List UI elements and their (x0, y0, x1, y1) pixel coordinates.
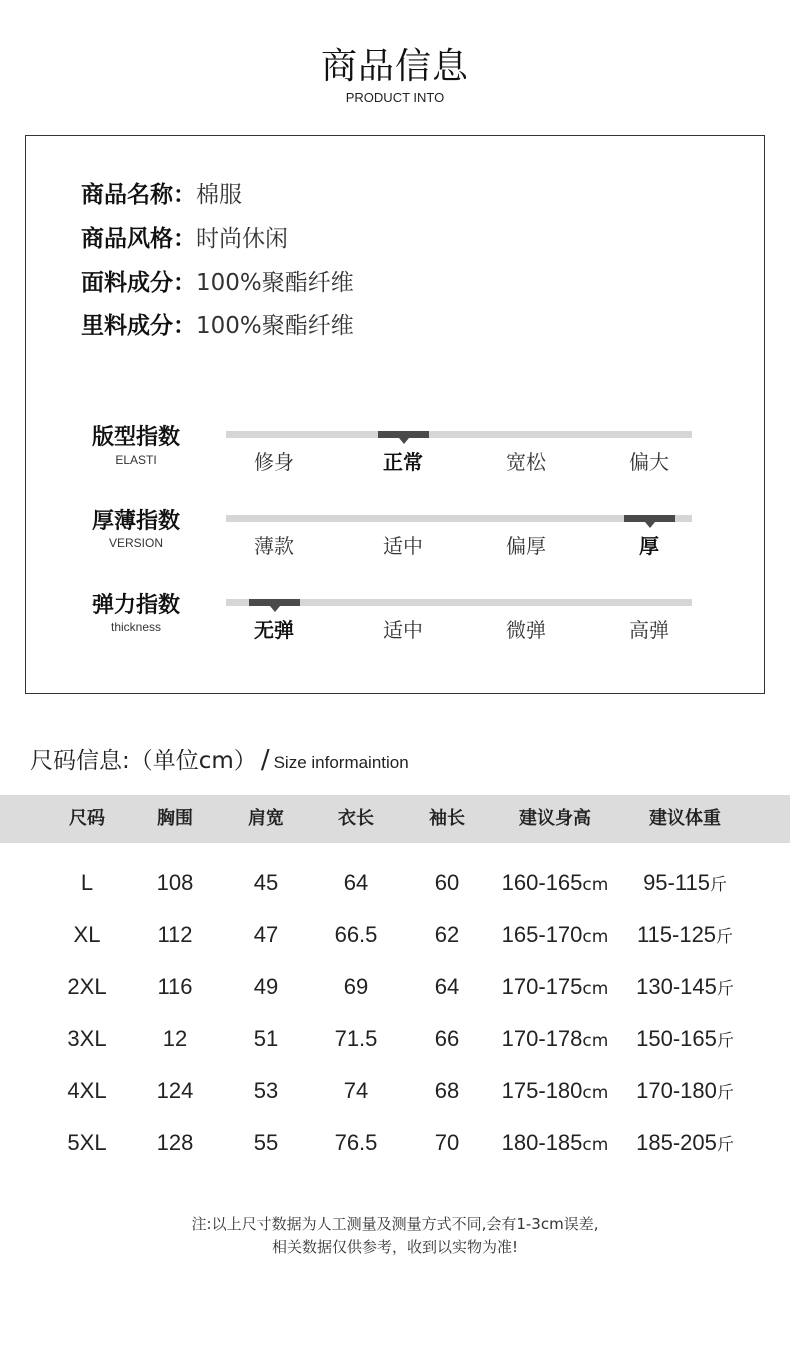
cell-unit: 斤 (716, 1135, 734, 1155)
cell-value: L (80, 870, 94, 895)
size-heading-slash: / (260, 745, 270, 775)
info-label: 面料成分： (81, 270, 196, 296)
cell-value: 49 (253, 974, 279, 999)
cell-value: 124 (156, 1078, 194, 1103)
cell-value: 66.5 (334, 922, 378, 947)
cell-value: 51 (253, 1026, 279, 1051)
info-value: 100%聚酯纤维 (196, 313, 354, 339)
product-info-panel (25, 135, 765, 694)
cell-value: 47 (253, 922, 279, 947)
info-value: 100%聚酯纤维 (196, 270, 354, 296)
cell-value: 112 (157, 922, 193, 947)
cell-unit: cm (582, 927, 609, 947)
note-line-1: 注:以上尺寸数据为人工测量及测量方式不同,会有1-3cm误差, (191, 1215, 599, 1233)
cell-value: 2XL (67, 974, 107, 999)
cell-value: 130-145 (636, 974, 717, 999)
cell-value: 66 (434, 1026, 460, 1051)
cell-value: 170-180 (636, 1078, 717, 1103)
index-option: 修身 (254, 450, 294, 474)
thickness-index-title: 厚薄指数 (91, 509, 180, 534)
info-row-name (81, 176, 242, 209)
cell-value: 76.5 (334, 1130, 378, 1155)
fit-index-track (226, 431, 692, 438)
index-option: 薄款 (254, 534, 294, 558)
page-title: 商品信息 (320, 46, 469, 87)
cell-unit: cm (582, 979, 609, 999)
cell-value: 64 (343, 870, 369, 895)
column-header: 建议体重 (649, 808, 721, 829)
size-table-header (0, 795, 790, 843)
cell-unit: cm (582, 1031, 609, 1051)
cell-value: 95-115 (643, 870, 710, 895)
cell-unit: 斤 (716, 1031, 734, 1051)
cell-value: 55 (253, 1130, 279, 1155)
cell-value: 4XL (67, 1078, 107, 1103)
info-label: 商品风格： (81, 226, 196, 252)
cell-value: 5XL (67, 1130, 107, 1155)
cell-value: 12 (162, 1026, 188, 1051)
index-option: 宽松 (506, 450, 546, 474)
column-header: 胸围 (157, 808, 193, 829)
cell-value: 71.5 (334, 1026, 378, 1051)
column-header: 衣长 (338, 808, 374, 829)
info-row-lining (81, 307, 354, 340)
elasticity-index-title: 弹力指数 (91, 593, 180, 618)
index-option: 无弹 (254, 618, 294, 642)
cell-unit: 斤 (716, 927, 734, 947)
table-cell-weight (610, 1026, 760, 1052)
cell-value: 74 (343, 1078, 369, 1103)
table-cell-weight (610, 1130, 760, 1156)
index-option: 偏厚 (506, 534, 546, 558)
cell-value: XL (73, 922, 101, 947)
cell-value: 185-205 (636, 1130, 717, 1155)
index-option: 适中 (383, 534, 423, 558)
table-cell-height (480, 870, 630, 896)
cell-value: 180-185 (501, 1130, 583, 1155)
info-label: 商品名称： (81, 182, 196, 208)
table-cell-height (480, 922, 630, 948)
cell-unit: cm (582, 1135, 609, 1155)
index-option: 偏大 (629, 450, 669, 474)
column-header: 建议身高 (519, 808, 591, 829)
cell-value: 62 (434, 922, 460, 947)
elasticity-index-marker (249, 599, 300, 606)
thickness-index-marker (624, 515, 675, 522)
table-cell-height (480, 974, 630, 1000)
cell-unit: cm (582, 875, 609, 895)
cell-value: 45 (253, 870, 279, 895)
cell-value: 116 (157, 974, 193, 999)
elasticity-index-track (226, 599, 692, 606)
fit-index-title: 版型指数 (91, 425, 180, 450)
size-info-heading (30, 742, 409, 775)
column-header: 袖长 (429, 808, 465, 829)
table-cell-weight (610, 1078, 760, 1104)
fit-index-marker (378, 431, 429, 438)
table-cell-weight (610, 922, 760, 948)
page-subtitle: PRODUCT INTO (345, 90, 445, 105)
info-row-style (81, 220, 288, 253)
cell-value: 108 (156, 870, 194, 895)
index-option: 高弹 (629, 618, 669, 642)
index-option: 微弹 (506, 618, 546, 642)
index-option: 正常 (383, 450, 423, 474)
cell-value: 165-170 (501, 922, 583, 947)
table-cell-weight (610, 974, 760, 1000)
size-heading-en: Size informaintion (273, 753, 409, 772)
info-value: 棉服 (196, 182, 242, 208)
info-value: 时尚休闲 (196, 226, 288, 252)
thickness-index-track (226, 515, 692, 522)
info-label: 里料成分： (81, 313, 196, 339)
fit-index-subtitle: ELASTI (115, 453, 157, 467)
table-cell-height (480, 1078, 630, 1104)
column-header: 尺码 (69, 808, 105, 829)
cell-unit: cm (582, 1083, 609, 1103)
cell-value: 160-165 (501, 870, 583, 895)
cell-value: 170-175 (501, 974, 583, 999)
index-option: 适中 (383, 618, 423, 642)
cell-unit: 斤 (716, 979, 734, 999)
cell-unit: 斤 (716, 1083, 734, 1103)
cell-value: 68 (434, 1078, 460, 1103)
table-cell-height (480, 1130, 630, 1156)
cell-value: 170-178 (501, 1026, 583, 1051)
cell-value: 70 (434, 1130, 460, 1155)
cell-value: 128 (156, 1130, 194, 1155)
column-header: 肩宽 (248, 808, 284, 829)
info-row-fabric (81, 264, 354, 297)
elasticity-index-subtitle: thickness (110, 620, 162, 634)
size-heading-zh: 尺码信息:（单位cm） (30, 748, 257, 774)
cell-value: 53 (253, 1078, 279, 1103)
cell-value: 175-180 (501, 1078, 583, 1103)
cell-value: 69 (343, 974, 369, 999)
thickness-index-subtitle: VERSION (108, 536, 163, 550)
table-cell-weight (610, 870, 760, 896)
cell-unit: 斤 (709, 875, 727, 895)
cell-value: 150-165 (636, 1026, 717, 1051)
cell-value: 60 (434, 870, 460, 895)
cell-value: 64 (434, 974, 460, 999)
index-option: 厚 (639, 534, 659, 558)
cell-value: 115-125 (636, 922, 717, 947)
note-line-2: 相关数据仅供参考，收到以实物为准! (271, 1238, 518, 1256)
table-cell-height (480, 1026, 630, 1052)
cell-value: 3XL (67, 1026, 107, 1051)
